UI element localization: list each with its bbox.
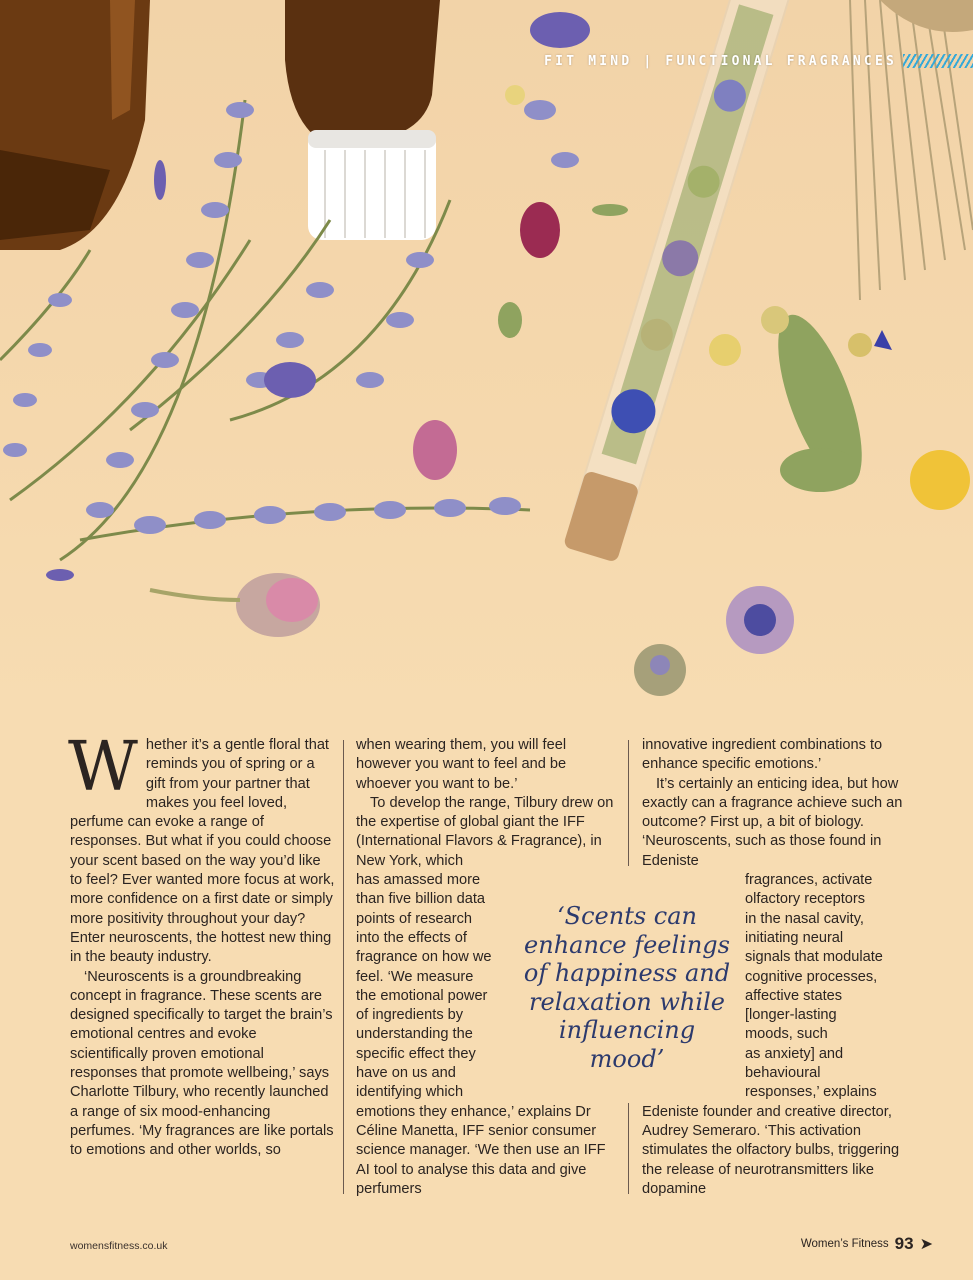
article-paragraph: Edeniste founder and creative director, Audrey Semeraro. ‘This activation stimulates the olfactory bulbs, triggering the release of neurotransmitters like dopamine <box>642 1103 900 1197</box>
paragraph-text: hether it’s a gentle floral that reminds you of spring or a gift from your partner that makes you feel loved, perfume can evoke a range of responses. But what if you could choose your scent based on the way you’d like to feel? Ever wanted more focus at work, more confidence on a first date or simply more positivity throughout your day? Enter neuroscents, the hottest new thing in the beauty industry. <box>70 737 335 966</box>
arrow-right-icon: ➤ <box>919 1236 933 1253</box>
article-paragraph: when wearing them, you will feel however you want to feel and be whoever you want to be.’ <box>356 737 567 792</box>
rose-buds <box>150 202 560 637</box>
footer-folio <box>801 1234 933 1254</box>
footer-website: womensfitness.co.uk <box>70 1240 168 1252</box>
article-paragraph: To develop the range, Tilbury drew on the expertise of global giant the IFF (International Flavors & Fragrance), in New York, which <box>356 794 614 869</box>
dried-grass <box>850 0 973 300</box>
column-divider <box>343 740 344 1194</box>
article-paragraph-narrow: has amassed more than five billion data points of research into the effects of fragrance on how we feel. ‘We measure the emotional power of ingredients by understanding the specific effect they have on us and identifying which <box>356 872 492 1101</box>
kicker-text: FIT MIND | FUNCTIONAL FRAGRANCES <box>544 53 897 69</box>
drop-cap: W <box>68 728 138 807</box>
stripes-decoration <box>903 54 973 68</box>
article-paragraph: It’s certainly an enticing idea, but how exactly can a fragrance achieve such an outcome? First up, a bit of biology. ‘Neuroscents, such as those found in Edeniste <box>642 775 903 869</box>
pull-quote: ‘Scents can enhance feelings of happiness and relaxation while influencing mood’ <box>523 902 731 1073</box>
article-paragraph <box>68 728 335 968</box>
amber-bottle-left <box>0 0 150 250</box>
article-paragraph-narrow: fragrances, activate olfactory receptors in the nasal cavity, initiating neural signals that modulate cognitive processes, affective states [longer-lasting moods, such as anxiety] and behavioural responses,’ explains <box>745 872 883 1101</box>
article-paragraph: ‘Neuroscents is a groundbreaking concept in fragrance. These scents are designed specifically to target the brain’s emotional centres and evoke scientifically proven emotional responses that promote wellbeing,’ says Charlotte Tilbury, who recently launched a range of six mood-enhancing perfumes. ‘My fragrances are like portals to emotions and other worlds, so <box>70 968 334 1159</box>
test-tube <box>563 0 801 563</box>
amber-bottle-cap <box>285 0 440 240</box>
cornflower <box>634 330 892 696</box>
article-column-1 <box>68 728 335 1161</box>
column-divider <box>628 1103 629 1194</box>
magazine-name: Women’s Fitness <box>800 1238 889 1250</box>
article-paragraph: emotions they enhance,’ explains Dr Céline Manetta, IFF senior consumer science manager. ‘We then use an IFF AI tool to analyse this data and give perfumers <box>356 1103 606 1197</box>
section-kicker <box>544 50 973 72</box>
page-number: 93 <box>894 1234 914 1253</box>
column-divider <box>628 740 629 866</box>
article-paragraph: innovative ingredient combinations to enhance specific emotions.’ <box>642 737 883 773</box>
